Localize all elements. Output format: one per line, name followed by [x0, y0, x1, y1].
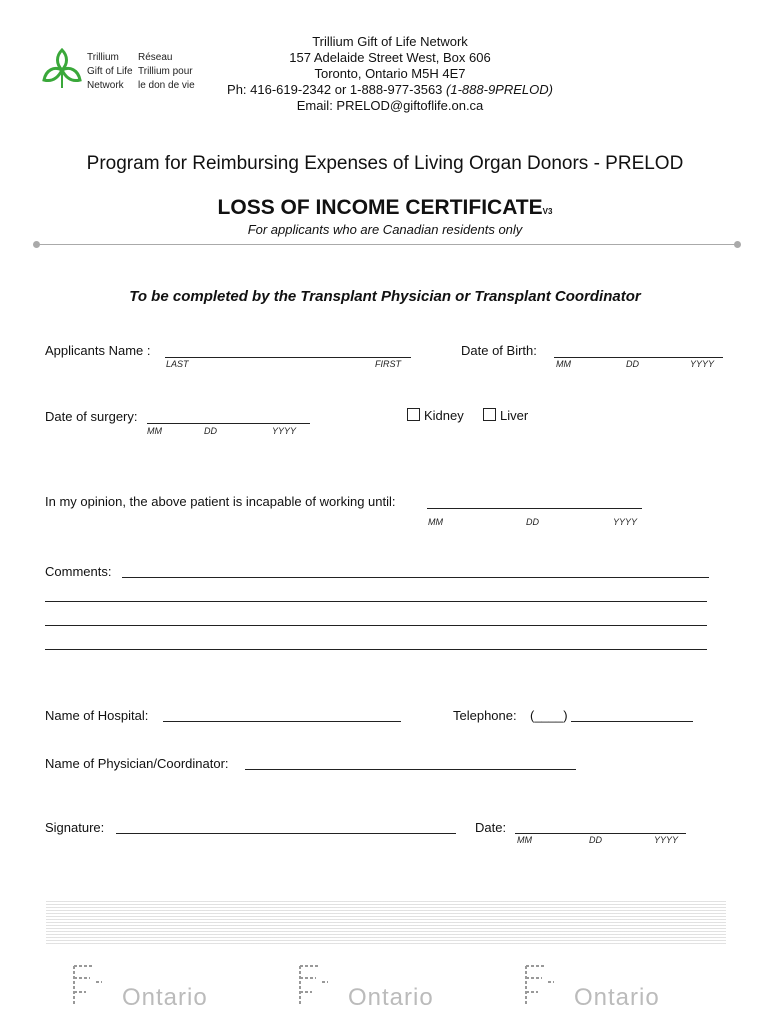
signature-label: Signature: [45, 820, 105, 835]
org-phone-alt: (1-888-9PRELOD) [446, 82, 553, 97]
ontario-logo-1 [70, 962, 230, 1012]
comments-line-3[interactable] [45, 625, 707, 626]
telephone-area-code[interactable]: (____) [530, 708, 568, 723]
first-name-sublabel: FIRST [375, 359, 401, 369]
last-name-sublabel: LAST [166, 359, 189, 369]
dob-dd: DD [626, 359, 639, 369]
telephone-label: Telephone: [453, 708, 517, 723]
ontario-wordmark: Ontario [574, 984, 660, 1011]
kidney-checkbox[interactable] [407, 408, 420, 421]
org-name: Trillium Gift of Life Network [312, 34, 468, 49]
surgery-dd: DD [204, 426, 217, 436]
comments-line-2[interactable] [45, 601, 707, 602]
logo-en-line: Trillium [87, 52, 119, 63]
org-phone [210, 82, 570, 98]
dob-mm: MM [556, 359, 571, 369]
hospital-label: Name of Hospital: [45, 708, 149, 723]
org-address-line1: 157 Adelaide Street West, Box 606 [289, 50, 491, 65]
surgery-mm: MM [147, 426, 162, 436]
header-divider [36, 244, 738, 245]
ontario-wordmark: Ontario [122, 984, 208, 1011]
ontario-trillium-icon [70, 962, 104, 1010]
date-mm: MM [517, 835, 532, 845]
physician-field[interactable] [245, 769, 576, 770]
opinion-label: In my opinion, the above patient is incapable of working until: [45, 494, 396, 509]
logo-en-line: Network [87, 80, 124, 91]
trillium-logo-icon [42, 46, 82, 92]
certificate-title [0, 196, 770, 220]
date-dd: DD [589, 835, 602, 845]
comments-line-1[interactable] [122, 577, 709, 578]
certificate-version: V3 [542, 207, 553, 216]
certificate-subtitle: For applicants who are Canadian residents only [247, 222, 523, 237]
ontario-trillium-icon [522, 962, 556, 1010]
surgery-yyyy: YYYY [272, 426, 297, 436]
hospital-field[interactable] [163, 721, 401, 722]
liver-label: Liver [500, 408, 529, 423]
footer-band [46, 900, 726, 946]
comments-line-4[interactable] [45, 649, 707, 650]
liver-checkbox[interactable] [483, 408, 496, 421]
surgery-date-label: Date of surgery: [45, 409, 138, 424]
dob-label: Date of Birth: [461, 343, 537, 358]
liver-option[interactable] [483, 408, 528, 423]
org-email[interactable]: Email: PRELOD@giftoflife.on.ca [296, 98, 484, 113]
divider-dot-right [734, 241, 741, 248]
date-label: Date: [475, 820, 507, 835]
logo [42, 46, 202, 96]
dob-yyyy: YYYY [690, 359, 715, 369]
logo-fr-line: Réseau [138, 52, 173, 63]
divider-dot-left [33, 241, 40, 248]
logo-en-line: Gift of Life [87, 66, 133, 77]
ontario-logo-3 [522, 962, 682, 1012]
applicant-name-field[interactable] [165, 357, 411, 358]
opinion-mm: MM [428, 517, 443, 527]
logo-text-fr [138, 51, 202, 93]
ontario-wordmark: Ontario [348, 984, 434, 1011]
logo-text-en [87, 51, 139, 93]
physician-label: Name of Physician/Coordinator: [45, 756, 229, 771]
dob-field[interactable] [554, 357, 723, 358]
certificate-title-text: LOSS OF INCOME CERTIFICATE [217, 196, 543, 219]
kidney-label: Kidney [424, 408, 464, 423]
date-yyyy: YYYY [654, 835, 679, 845]
logo-fr-line: Trillium pour [138, 66, 193, 77]
applicant-name-label: Applicants Name : [45, 343, 151, 358]
date-field[interactable] [515, 833, 686, 834]
program-title: Program for Reimbursing Expenses of Living Organ Donors - PRELOD [86, 153, 684, 174]
signature-field[interactable] [116, 833, 456, 834]
org-address-line2: Toronto, Ontario M5H 4E7 [314, 66, 466, 81]
logo-fr-line: le don de vie [138, 80, 195, 91]
incapable-until-field[interactable] [427, 508, 642, 509]
telephone-field[interactable] [571, 721, 693, 722]
comments-label: Comments: [45, 564, 112, 579]
surgery-date-field[interactable] [147, 423, 310, 424]
ontario-trillium-icon [296, 962, 330, 1010]
org-phone-main: Ph: 416-619-2342 or 1-888-977-3563 [227, 82, 447, 97]
kidney-option[interactable] [407, 408, 464, 423]
opinion-yyyy: YYYY [613, 517, 638, 527]
ontario-logo-2 [296, 962, 456, 1012]
opinion-dd: DD [526, 517, 539, 527]
org-address-block [210, 34, 570, 114]
instructions: To be completed by the Transplant Physician or Transplant Coordinator [129, 288, 641, 305]
